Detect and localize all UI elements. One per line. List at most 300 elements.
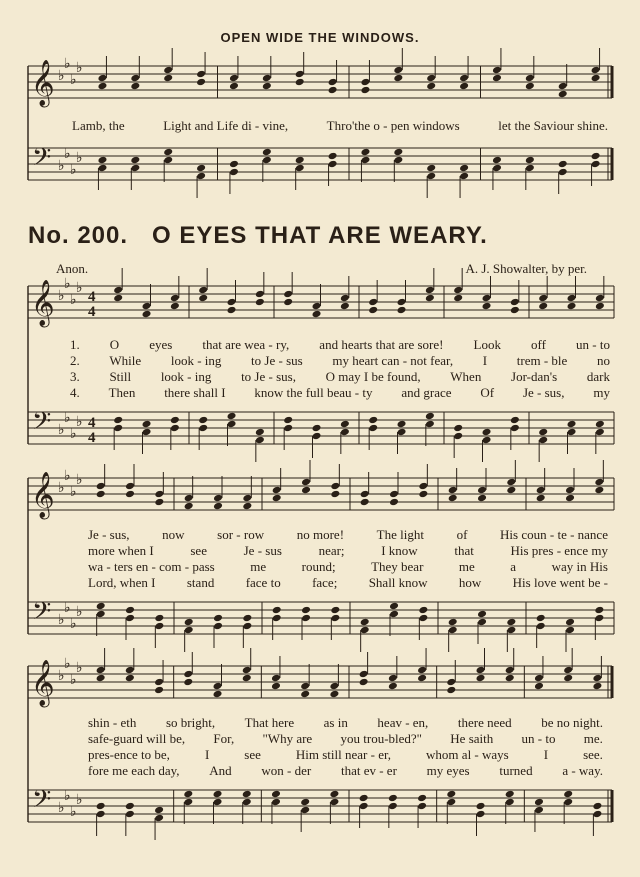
- note-head: [558, 90, 568, 99]
- note-head: [300, 806, 310, 815]
- flat-sign: ♭: [64, 410, 71, 426]
- lyric-syllables: and grace: [401, 385, 452, 400]
- note-head: [510, 416, 520, 425]
- note-head: [476, 802, 486, 811]
- note-head: [506, 486, 516, 495]
- note-head: [446, 790, 456, 799]
- note-head: [591, 74, 601, 83]
- note-head: [328, 86, 338, 95]
- note-head: [453, 432, 463, 441]
- note-head: [154, 490, 164, 499]
- note-head: [446, 686, 456, 695]
- note-head: [538, 428, 548, 437]
- verse-number: 2.: [70, 353, 80, 368]
- note-head: [459, 82, 469, 91]
- note-head: [393, 74, 403, 83]
- note-head: [229, 74, 239, 83]
- note-head: [130, 74, 140, 83]
- note-head: [558, 160, 568, 169]
- lyric-syllables: "Why are: [262, 731, 313, 746]
- lyric-syllables: They bear: [371, 559, 424, 574]
- note-head: [198, 416, 208, 425]
- note-head: [242, 790, 252, 799]
- note-head: [198, 424, 208, 433]
- note-head: [125, 666, 135, 675]
- note-head: [213, 494, 223, 503]
- lyric-syllables: my heart can - not fear,: [332, 353, 454, 368]
- lyric-syllables: I know: [381, 543, 418, 558]
- lyric-syllables: let the Saviour shine.: [498, 118, 608, 133]
- note-head: [97, 164, 107, 173]
- note-head: [510, 424, 520, 433]
- lyric-syllables: me: [458, 559, 475, 574]
- note-head: [242, 502, 252, 511]
- note-head: [163, 156, 173, 165]
- note-head: [163, 66, 173, 75]
- note-head: [125, 482, 135, 491]
- note-head: [262, 74, 272, 83]
- note-head: [425, 294, 435, 303]
- lyric-syllables: Then: [108, 385, 136, 400]
- note-head: [142, 302, 152, 311]
- note-head: [360, 626, 370, 635]
- note-head: [330, 606, 340, 615]
- note-head: [397, 306, 407, 315]
- music-credit: A. J. Showalter, by per.: [465, 261, 587, 276]
- note-head: [227, 412, 237, 421]
- flat-sign: ♭: [70, 72, 77, 88]
- lyric-syllables: Of: [480, 385, 495, 400]
- note-head: [505, 798, 515, 807]
- note-head: [196, 172, 206, 181]
- note-head: [426, 164, 436, 173]
- note-head: [262, 148, 272, 157]
- note-head: [213, 798, 223, 807]
- note-head: [272, 494, 282, 503]
- lyric-syllables: safe-guard will be,: [88, 731, 186, 746]
- note-head: [213, 690, 223, 699]
- note-head: [213, 614, 223, 623]
- lyric-syllables: shin - eth: [88, 715, 137, 730]
- lyric-syllables: my: [593, 385, 610, 400]
- note-head: [154, 498, 164, 507]
- lyric-syllables: I: [204, 747, 210, 762]
- lyric-syllables: me.: [583, 731, 603, 746]
- note-head: [125, 810, 135, 819]
- lyric-syllables: Lord, when I: [88, 575, 156, 590]
- lyric-syllables: a: [510, 559, 517, 574]
- note-head: [184, 494, 194, 503]
- note-head: [417, 802, 427, 811]
- note-head: [506, 478, 516, 487]
- note-head: [459, 74, 469, 83]
- note-head: [255, 298, 265, 307]
- note-head: [594, 614, 604, 623]
- note-head: [301, 606, 311, 615]
- note-head: [196, 78, 206, 87]
- note-head: [565, 618, 575, 627]
- note-head: [96, 810, 106, 819]
- note-head: [482, 294, 492, 303]
- note-head: [154, 686, 164, 695]
- note-head: [170, 294, 180, 303]
- note-head: [125, 490, 135, 499]
- lyric-syllables: won - der: [261, 763, 312, 778]
- note-head: [196, 70, 206, 79]
- note-head: [393, 66, 403, 75]
- note-head: [198, 294, 208, 303]
- note-head: [418, 482, 428, 491]
- note-head: [283, 298, 293, 307]
- lyric-syllables: how: [458, 575, 482, 590]
- note-head: [525, 164, 535, 173]
- lyric-syllables: Je - sus,: [88, 527, 130, 542]
- note-head: [359, 802, 369, 811]
- note-head: [534, 806, 544, 815]
- flat-sign: ♭: [70, 292, 77, 308]
- lyric-syllables: While: [109, 353, 142, 368]
- note-head: [183, 790, 193, 799]
- note-head: [113, 294, 123, 303]
- note-head: [567, 420, 577, 429]
- lyric-syllables: whom al - ways: [426, 747, 509, 762]
- note-head: [534, 798, 544, 807]
- note-head: [255, 436, 265, 445]
- flat-sign: ♭: [58, 668, 65, 684]
- note-head: [595, 294, 605, 303]
- lyric-syllables: heav - en,: [377, 715, 429, 730]
- note-head: [154, 678, 164, 687]
- lyric-syllables: face;: [312, 575, 338, 590]
- note-head: [492, 74, 502, 83]
- lyric-syllables: I: [482, 353, 488, 368]
- lyric-syllables: Je - sus: [243, 543, 282, 558]
- note-head: [418, 606, 428, 615]
- note-head: [183, 798, 193, 807]
- note-head: [340, 420, 350, 429]
- note-head: [425, 286, 435, 295]
- note-head: [271, 790, 281, 799]
- note-head: [227, 420, 237, 429]
- note-head: [397, 428, 407, 437]
- lyric-syllables: When: [450, 369, 482, 384]
- note-head: [97, 156, 107, 165]
- note-head: [300, 690, 310, 699]
- note-head: [563, 798, 573, 807]
- note-head: [476, 666, 486, 675]
- flat-sign: ♭: [76, 792, 83, 808]
- note-head: [506, 618, 516, 627]
- note-head: [492, 156, 502, 165]
- note-head: [418, 490, 428, 499]
- lyric-syllables: way in His: [551, 559, 608, 574]
- note-head: [446, 798, 456, 807]
- note-head: [565, 626, 575, 635]
- lyric-syllables: stand: [186, 575, 215, 590]
- note-head: [262, 82, 272, 91]
- note-head: [476, 674, 486, 683]
- flat-sign: ♭: [70, 484, 77, 500]
- note-head: [255, 290, 265, 299]
- note-head: [96, 802, 106, 811]
- lyric-syllables: pres-ence to be,: [88, 747, 170, 762]
- lyric-syllables: trem - ble: [516, 353, 568, 368]
- note-head: [448, 626, 458, 635]
- note-head: [510, 306, 520, 315]
- note-head: [227, 298, 237, 307]
- note-head: [453, 424, 463, 433]
- flat-sign: ♭: [64, 276, 71, 292]
- note-head: [96, 490, 106, 499]
- note-head: [242, 674, 252, 683]
- time-signature: 4: [88, 289, 96, 305]
- lyric-syllables: face to: [245, 575, 281, 590]
- treble-clef: 𝄞: [31, 660, 55, 706]
- note-head: [565, 486, 575, 495]
- note-head: [242, 622, 252, 631]
- note-head: [312, 432, 322, 441]
- time-signature: 4: [88, 415, 96, 431]
- note-head: [300, 682, 310, 691]
- flat-sign: ♭: [76, 150, 83, 166]
- note-head: [360, 86, 370, 95]
- lyric-syllables: to Je - sus: [251, 353, 303, 368]
- note-head: [295, 164, 305, 173]
- flat-sign: ♭: [70, 616, 77, 632]
- flat-sign: ♭: [64, 656, 71, 672]
- lyric-syllables: that: [454, 543, 474, 558]
- note-head: [330, 614, 340, 623]
- flat-sign: ♭: [58, 480, 65, 496]
- note-head: [567, 294, 577, 303]
- note-head: [393, 148, 403, 157]
- lyric-syllables: wa - ters en - com - pass: [88, 559, 215, 574]
- note-head: [360, 78, 370, 87]
- time-signature: 4: [88, 304, 96, 320]
- note-head: [312, 424, 322, 433]
- note-head: [536, 494, 546, 503]
- note-head: [170, 424, 180, 433]
- note-head: [565, 494, 575, 503]
- treble-clef: 𝄞: [31, 280, 55, 326]
- lyric-syllables: a - way.: [562, 763, 603, 778]
- note-head: [595, 302, 605, 311]
- note-head: [272, 614, 282, 623]
- note-head: [359, 678, 369, 687]
- note-head: [368, 298, 378, 307]
- note-head: [393, 156, 403, 165]
- note-head: [459, 164, 469, 173]
- note-head: [125, 606, 135, 615]
- note-head: [329, 682, 339, 691]
- bass-clef: 𝄢: [32, 597, 52, 632]
- note-head: [96, 666, 106, 675]
- lyric-syllables: un - to: [521, 731, 556, 746]
- flat-sign: ♭: [64, 788, 71, 804]
- note-head: [329, 790, 339, 799]
- note-head: [329, 690, 339, 699]
- note-head: [525, 156, 535, 165]
- treble-clef: 𝄞: [31, 60, 55, 106]
- note-head: [242, 494, 252, 503]
- note-head: [142, 420, 152, 429]
- note-head: [417, 666, 427, 675]
- lyric-syllables: fore me each day,: [88, 763, 180, 778]
- flat-sign: ♭: [64, 146, 71, 162]
- note-head: [368, 424, 378, 433]
- treble-clef: 𝄞: [31, 472, 55, 518]
- flat-sign: ♭: [76, 604, 83, 620]
- note-head: [477, 494, 487, 503]
- note-head: [213, 502, 223, 511]
- note-head: [538, 294, 548, 303]
- flat-sign: ♭: [58, 800, 65, 816]
- lyric-syllables: O may I be found,: [325, 369, 421, 384]
- note-head: [242, 614, 252, 623]
- flat-sign: ♭: [58, 68, 65, 84]
- note-head: [328, 160, 338, 169]
- lyric-syllables: eyes: [149, 337, 173, 352]
- note-head: [340, 428, 350, 437]
- note-head: [301, 486, 311, 495]
- note-head: [329, 798, 339, 807]
- note-head: [595, 428, 605, 437]
- note-head: [295, 78, 305, 87]
- note-head: [397, 298, 407, 307]
- note-head: [359, 670, 369, 679]
- note-head: [477, 618, 487, 627]
- note-head: [563, 790, 573, 799]
- note-head: [283, 290, 293, 299]
- note-head: [591, 66, 601, 75]
- note-head: [183, 670, 193, 679]
- note-head: [142, 310, 152, 319]
- words-credit: Anon.: [56, 261, 89, 276]
- note-head: [595, 420, 605, 429]
- hymn-title: O EYES THAT ARE WEARY.: [152, 222, 488, 249]
- note-head: [328, 152, 338, 161]
- note-head: [255, 428, 265, 437]
- note-head: [591, 152, 601, 161]
- flat-sign: ♭: [58, 158, 65, 174]
- note-head: [312, 302, 322, 311]
- lyric-syllables: that ev - er: [340, 763, 397, 778]
- note-head: [97, 82, 107, 91]
- note-head: [388, 802, 398, 811]
- note-head: [592, 682, 602, 691]
- lyric-syllables: as in: [323, 715, 348, 730]
- note-head: [154, 806, 164, 815]
- note-head: [271, 682, 281, 691]
- note-head: [492, 66, 502, 75]
- flat-sign: ♭: [70, 804, 77, 820]
- flat-sign: ♭: [70, 162, 77, 178]
- note-head: [196, 164, 206, 173]
- lyric-syllables: For,: [213, 731, 235, 746]
- note-head: [271, 674, 281, 683]
- lyric-syllables: see.: [583, 747, 603, 762]
- bass-clef: 𝄢: [32, 407, 52, 442]
- lyric-syllables: Je - sus,: [522, 385, 565, 400]
- lyric-syllables: look - ing: [170, 353, 222, 368]
- note-head: [446, 678, 456, 687]
- note-head: [130, 164, 140, 173]
- lyric-syllables: O: [109, 337, 120, 352]
- note-head: [567, 302, 577, 311]
- lyric-syllables: and hearts that are sore!: [319, 337, 444, 352]
- note-head: [538, 302, 548, 311]
- note-head: [184, 618, 194, 627]
- lyric-syllables: near;: [318, 543, 345, 558]
- lyric-syllables: of: [456, 527, 468, 542]
- note-head: [198, 286, 208, 295]
- note-head: [558, 168, 568, 177]
- note-head: [594, 478, 604, 487]
- note-head: [328, 78, 338, 87]
- lyric-syllables: my eyes: [426, 763, 470, 778]
- note-head: [360, 156, 370, 165]
- lyric-syllables: off: [531, 337, 546, 352]
- note-head: [272, 606, 282, 615]
- note-head: [130, 82, 140, 91]
- note-head: [558, 82, 568, 91]
- flat-sign: ♭: [58, 422, 65, 438]
- flat-sign: ♭: [64, 468, 71, 484]
- note-head: [130, 156, 140, 165]
- note-head: [163, 148, 173, 157]
- note-head: [183, 678, 193, 687]
- flat-sign: ♭: [76, 472, 83, 488]
- note-head: [594, 606, 604, 615]
- note-head: [360, 148, 370, 157]
- note-head: [388, 682, 398, 691]
- note-head: [536, 486, 546, 495]
- note-head: [459, 172, 469, 181]
- note-head: [368, 306, 378, 315]
- flat-sign: ♭: [64, 600, 71, 616]
- note-head: [96, 482, 106, 491]
- note-head: [476, 810, 486, 819]
- note-head: [448, 494, 458, 503]
- note-head: [525, 74, 535, 83]
- note-head: [113, 424, 123, 433]
- note-head: [154, 614, 164, 623]
- note-head: [538, 436, 548, 445]
- note-head: [154, 622, 164, 631]
- note-head: [125, 802, 135, 811]
- note-head: [505, 790, 515, 799]
- note-head: [592, 802, 602, 811]
- note-head: [389, 602, 399, 611]
- flat-sign: ♭: [58, 288, 65, 304]
- note-head: [330, 490, 340, 499]
- note-head: [388, 794, 398, 803]
- note-head: [96, 610, 106, 619]
- lyric-syllables: round;: [301, 559, 336, 574]
- note-head: [184, 626, 194, 635]
- lyric-syllables: more when I: [88, 543, 154, 558]
- lyric-syllables: be no night.: [541, 715, 603, 730]
- note-head: [97, 74, 107, 83]
- lyric-syllables: dark: [586, 369, 610, 384]
- flat-sign: ♭: [76, 60, 83, 76]
- note-head: [477, 486, 487, 495]
- note-head: [534, 674, 544, 683]
- note-head: [229, 168, 239, 177]
- note-head: [534, 682, 544, 691]
- lyric-syllables: look - ing: [160, 369, 212, 384]
- note-head: [592, 810, 602, 819]
